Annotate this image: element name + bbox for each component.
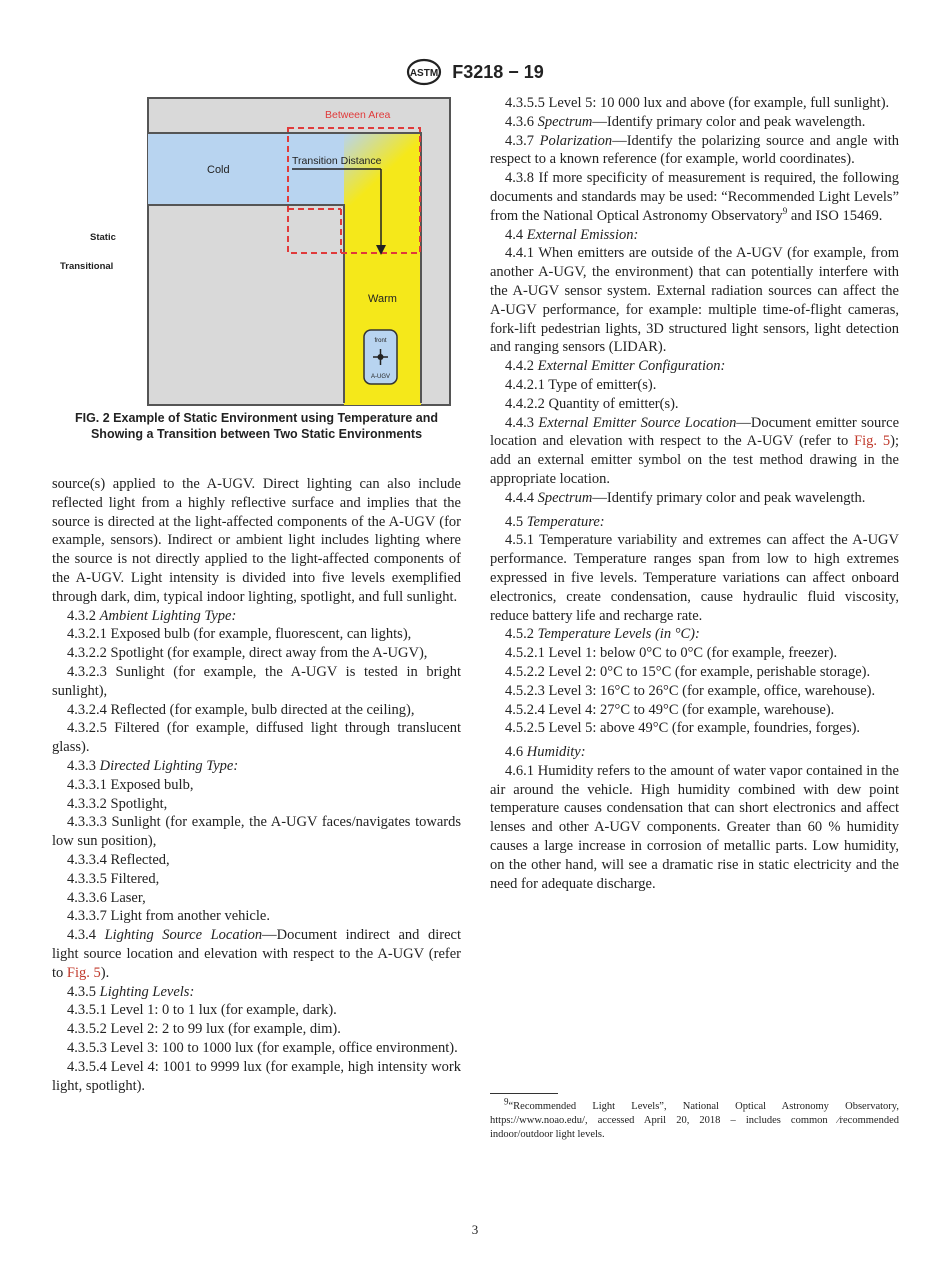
paragraph: source(s) applied to the A-UGV. Direct lighting can also include reflected light from a highly reflective surface and implies that the source is directed at the light-affected components of the A-UGV (for example, sensors). Indirect or ambient light includes lighting where the source is not directly applied to the light-affected components of the A-UGV. Light intensity is divided into five levels exemplified through dark, dim, typical indoor lighting, spotlight, and full sunlight. — [52, 476, 461, 605]
label-front: front — [374, 338, 387, 344]
page-number: 3 — [471, 1222, 479, 1237]
astm-logo-icon — [406, 58, 442, 86]
list-item: 4.3.2.1 Exposed bulb (for example, fluorescent, can lights), — [67, 626, 412, 643]
list-item: 4.3.2.2 Spotlight (for example, direct away from the A-UGV), — [67, 645, 428, 662]
label-transition-distance: Transition Distance — [292, 155, 382, 167]
list-item: 4.3.5.3 Level 3: 100 to 1000 lux (for example, office environment). — [67, 1039, 458, 1056]
paragraph: 4.3.8 If more specificity of measurement is required, the following documents and standards may be used: “Recommended Light Levels” from the National Optical Astronomy Observatory$^9$ and ISO 15469. — [490, 170, 899, 224]
list-item: 4.3.2.5 Filtered (for example, diffused light through translucent glass). — [52, 720, 461, 756]
section-heading: 4.4 External Emission: — [505, 226, 639, 243]
section-heading: 4.6 Humidity: — [505, 744, 586, 761]
label-warm: Warm — [368, 293, 397, 305]
list-item: 4.3.3.6 Laser, — [67, 889, 146, 906]
list-item: 4.3.2.4 Reflected (for example, bulb directed at the ceiling), — [67, 701, 415, 718]
section-heading: 4.5.2 Temperature Levels (in °C): — [505, 626, 700, 643]
paragraph: 4.4.1 When emitters are outside of the A-UGV (for example, from another A-UGV, the environment) that can potentially interfere with the A-UGV sensor system. External radiation sources can affect the A-UGV performance, for example: multiple time-of-flight cameras, fork-lift pedestrian lights, 3D structured light sensors, light detection and ranging sensors (LIDAR). — [490, 245, 899, 356]
list-item: 4.5.2.4 Level 4: 27°C to 49°C (for example, warehouse). — [505, 701, 835, 718]
label-transitional: Transitional — [60, 261, 114, 272]
paragraph: 4.3.7 Polarization—Identify the polarizing source and angle with respect to a known reference (for example, world coordinates). — [490, 132, 900, 168]
list-item: 4.3.5.4 Level 4: 1001 to 9999 lux (for example, high intensity work light, spotlight). — [52, 1058, 461, 1094]
list-item: 4.5.2.3 Level 3: 16°C to 26°C (for example, office, warehouse). — [505, 682, 876, 699]
footnote: $^9$“Recommended Light Levels”, National Optical Astronomy Observatory, https://www.noao.edu/, accessed April 20, 2018 – includes common ⁄recommended indoor/outdoor light levels. — [490, 1096, 899, 1140]
figure-caption: FIG. 2 Example of Static Environment using Temperature and Showing a Transition between Two Static Environments — [74, 411, 439, 441]
list-item: 4.3.5.5 Level 5: 10 000 lux and above (for example, full sunlight). — [505, 95, 890, 111]
standard-code: F3218 − 19 — [452, 61, 544, 82]
list-item: 4.4.2.1 Type of emitter(s). — [505, 376, 657, 393]
right-column — [490, 94, 899, 893]
footnote-mark: 9 — [782, 205, 788, 216]
label-static: Static — [90, 232, 116, 243]
svg-text:ASTM: ASTM — [410, 68, 439, 79]
paragraph: 4.6.1 Humidity refers to the amount of water vapor contained in the air around the vehicle. High humidity combined with dew point temperature causes condensation that can short electronics and affect lenses and other A-UGV components. Greater than 60 % humidity causes a large increase in corrosion of metallic parts. Low humidity, on the other hand, will see a dramatic rise in static electricity and the need for adequate discharge. — [490, 762, 899, 892]
section-heading: 4.3.2 Ambient Lighting Type: — [67, 607, 237, 624]
figure-static-environment — [52, 97, 461, 407]
section-heading: 4.3.3 Directed Lighting Type: — [67, 757, 239, 774]
list-item: 4.3.3.4 Reflected, — [67, 851, 170, 868]
footnote-divider — [490, 1093, 558, 1094]
section-heading: 4.3.5 Lighting Levels: — [67, 983, 195, 1000]
label-cold: Cold — [207, 164, 230, 176]
list-item: 4.3.3.2 Spotlight, — [67, 795, 168, 812]
paragraph: 4.4.3 External Emitter Source Location—Document emitter source location and elevation with respect to the A-UGV (refer to Fig. 5); add an external emitter symbol on the test method drawing in the appropriate location. — [490, 414, 900, 487]
paragraph: 4.4.4 Spectrum—Identify primary color and peak wavelength. — [505, 489, 866, 506]
list-item: 4.5.2.1 Level 1: below 0°C to 0°C (for example, freezer). — [505, 645, 838, 662]
paragraph: 4.5.1 Temperature variability and extremes can affect the A-UGV performance. Temperature ranges span from low to high extremes expressed in five levels. Temperature variations can affect onboard electronics, create condensation, cause hydraulic fluid viscosity, reduce battery life and recharge rate. — [490, 532, 899, 624]
list-item: 4.5.2.5 Level 5: above 49°C (for example, foundries, forges). — [505, 720, 861, 737]
section-heading: 4.5 Temperature: — [505, 513, 605, 530]
list-item: 4.5.2.2 Level 2: 0°C to 15°C (for example, perishable storage). — [505, 663, 871, 680]
list-item: 4.3.5.1 Level 1: 0 to 1 lux (for example, dark). — [67, 1002, 337, 1019]
crosshair-icon — [378, 354, 384, 360]
list-item: 4.3.2.3 Sunlight (for example, the A-UGV is tested in bright sunlight), — [52, 663, 461, 699]
fig5-link[interactable]: Fig. 5 — [66, 964, 101, 981]
page-header — [0, 58, 950, 86]
left-column — [52, 475, 461, 1095]
paragraph: 4.3.4 Lighting Source Location—Document indirect and direct light source location and elevation with respect to the A-UGV (refer to Fig. 5). — [52, 927, 461, 981]
label-augv: A-UGV — [370, 374, 391, 380]
list-item: 4.4.2.2 Quantity of emitter(s). — [505, 395, 679, 412]
fig5-link[interactable]: Fig. 5 — [854, 433, 891, 450]
label-between-area: Between Area — [325, 109, 391, 121]
section-heading: 4.4.2 External Emitter Configuration: — [505, 358, 726, 375]
paragraph: 4.3.6 Spectrum—Identify primary color and peak wavelength. — [505, 113, 866, 130]
list-item: 4.3.3.1 Exposed bulb, — [67, 776, 194, 793]
list-item: 4.3.3.7 Light from another vehicle. — [67, 908, 270, 925]
list-item: 4.3.3.5 Filtered, — [67, 870, 160, 887]
list-item: 4.3.3.3 Sunlight (for example, the A-UGV faces/navigates towards low sun position), — [52, 814, 461, 850]
list-item: 4.3.5.2 Level 2: 2 to 99 lux (for example, dim). — [67, 1021, 341, 1038]
